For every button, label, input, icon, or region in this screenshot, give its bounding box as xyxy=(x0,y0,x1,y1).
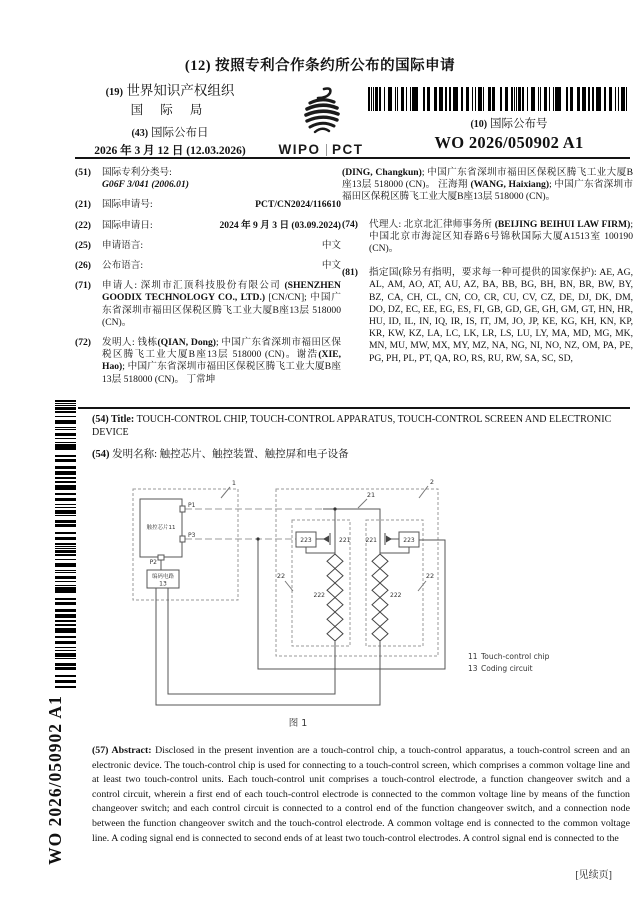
touch-screen-dashed-box xyxy=(276,489,438,656)
biblio-right-column xyxy=(342,167,633,373)
ref-222-left-label: 222 xyxy=(313,592,325,599)
pub-date-label: 国际公布日 xyxy=(151,127,209,139)
inid-72: (72) xyxy=(75,337,91,349)
ref-221-left-label: 221 xyxy=(339,537,351,544)
right-control-feedback-wire xyxy=(380,547,409,553)
inid-19: (19) xyxy=(105,87,124,98)
pub-no-label: 国际公布号 xyxy=(490,118,548,130)
publication-number-block xyxy=(388,115,630,153)
filing-date-label: 国际申请日: xyxy=(102,219,153,231)
control-loop-wire xyxy=(258,539,445,669)
ref-2-label: 2 xyxy=(429,478,435,486)
inid-25: (25) xyxy=(75,239,91,251)
org-name: 世界知识产权组织 xyxy=(126,83,235,98)
wipo-pct-wordmark xyxy=(268,142,374,157)
publication-language-value: 中文 xyxy=(321,260,341,272)
ref-222-right-label: 222 xyxy=(390,592,402,599)
ref-221-right-label: 221 xyxy=(365,537,377,544)
inventors-entry xyxy=(75,337,341,386)
application-number-value: PCT/CN2024/116610 xyxy=(255,199,341,211)
diode-chain-left xyxy=(327,554,343,641)
pin-p3 xyxy=(180,536,185,542)
pin-p1-label: P1 xyxy=(188,502,196,509)
wipo-logo-block xyxy=(268,85,374,157)
inid-74: (74) xyxy=(342,218,358,230)
designated-states-text: 指定国(除另有指明，要求每一种可提供的国家保护): AE, AG, AL, AM, AO, AT, AU, AZ, BA, BB, BG, BH, BN, BR, BW, BY, BZ, CA, CH, CL, CN, CO, CR, CU, CV, CZ, DE, DJ, DK, DM, DO, DZ, EC, EE, EG, ES, FI, GB, GD, GE, GH, GM, GT, HN, HR, HU, ID, IL, IN, IQ, IR, IS, IT, JM, JO, JP, KE, KG, KH, KN, KP, KR, KW, KZ, LA, LC, LK, LR, LS, LU, LY, MA, MD, MG, MK, MN, MU, MW, MX, MY, MZ, NA, NG, NI, NO, NZ, OM, PA, PE, PG, PH, PL, PT, QA, RO, RS, RU, RW, SA, SC, SD, xyxy=(369,267,633,364)
coding-box-label: 编码电路 xyxy=(151,574,175,580)
title-zh-label: 发明名称: xyxy=(112,449,160,460)
pub-date-value: 2026 年 3 月 12 日 (12.03.2026) xyxy=(94,145,246,157)
ipc-entry xyxy=(75,167,341,191)
inid-81: (81) xyxy=(342,267,358,279)
issuing-org-block xyxy=(68,83,272,159)
legend-item2-text: Coding circuit xyxy=(481,664,533,673)
ref-22-left-label: 22 xyxy=(276,572,286,580)
side-barcode xyxy=(55,400,76,688)
title-en-label: Title: xyxy=(111,414,137,425)
pin-p1 xyxy=(180,506,185,512)
legend-item1-num: 11 xyxy=(468,652,478,661)
filing-language-label: 申请语言: xyxy=(102,239,144,251)
inid-54-zh: (54) xyxy=(92,449,110,460)
filing-date-entry xyxy=(75,220,341,232)
inid-10: (10) xyxy=(470,119,488,130)
filing-date-value: 2024 年 9 月 3 日 (03.09.2024) xyxy=(219,219,341,231)
wipo-text: WIPO xyxy=(278,142,321,157)
junction-dot-top xyxy=(333,507,336,510)
left-control-feedback-wire xyxy=(306,547,335,553)
pct-statement: (12) 按照专利合作条约所公布的国际申请 xyxy=(184,58,456,74)
abstract-label: Abstract: xyxy=(111,745,156,756)
side-publication-number: WO 2026/050902 A1 xyxy=(45,695,65,865)
abstract-text: Disclosed in the present invention are a touch-control chip, a touch-control apparatus, a touch-control screen and an electronic device. The touch-control chip is used for connecting to a touch-control screen, which comprises a common voltage line and at least two touch-control units. Each touch-control unit comprises a touch-control electrode, a function changeover switch and a control circuit, wherein a first end of each touch-control electrode is connected to the common voltage line by means of the function changeover switch; and each control circuit is connected to a control end of the function changeover switch, and a connection node between the function changeover switch and the touch-control electrode. A common voltage end is connected to the common voltage line. A coding signal end is connected to second ends of at least two touch-control electrodes. A control signal end is connected to the xyxy=(92,745,630,844)
inid-26: (26) xyxy=(75,260,91,272)
pub-date-label-line xyxy=(68,125,272,142)
inid-51: (51) xyxy=(75,167,91,178)
ref-1-label: 1 xyxy=(231,479,237,487)
changeover-switch-right-arrow-icon xyxy=(386,536,392,543)
ref-223-left-label: 223 xyxy=(300,537,312,544)
application-number-entry xyxy=(75,199,341,211)
abstract-section xyxy=(92,744,630,846)
continuation-note: [见续页] xyxy=(575,870,612,881)
ref-22-right-label: 22 xyxy=(425,572,435,580)
publication-language-label: 公布语言: xyxy=(102,260,144,272)
application-number-label: 国际申请号: xyxy=(102,199,153,211)
ref-21-label: 21 xyxy=(366,491,376,499)
pct-text: PCT xyxy=(332,142,364,157)
ref-223-right-label: 223 xyxy=(403,537,415,544)
agent-value: 北京北汇律师事务所 (BEIJING BEIHUI LAW FIRM); 中国北京市海淀区知春路6号锦秋国际大厦A1513室 100190 (CN)。 xyxy=(369,218,633,255)
applicant-label: 申请人: xyxy=(102,280,141,292)
title-zh-value: 触控芯片、触控装置、触控屏和电子设备 xyxy=(159,449,349,460)
inventors-continued: (DING, Changkun); 中国广东省深圳市福田区保税区腾飞工业大厦B座13层 518000 (CN)。 汪海翔 (WANG, Haixiang); 中国广东省深圳市福田区保税区腾飞工业大厦B座13层 518000 (CN)。 xyxy=(342,167,633,203)
coding-wire-left-chain xyxy=(168,588,335,694)
filing-language-entry xyxy=(75,240,341,252)
inventors-value: 钱栋(QIAN, Dong); 中国广东省深圳市福田区保税区腾飞工业大厦B座13层 518000 (CN)。谢浩(XIE, Hao); 中国广东省深圳市福田区保税区腾飞工业大厦B座13层 518000 (CN)。 丁常坤 xyxy=(102,337,341,385)
wipo-globe-icon xyxy=(294,85,348,135)
publication-number: WO 2026/050902 A1 xyxy=(434,133,584,152)
title-en-value: TOUCH-CONTROL CHIP, TOUCH-CONTROL APPARATUS, TOUCH-CONTROL SCREEN AND ELECTRONIC DEVICE xyxy=(92,414,612,438)
publication-barcode xyxy=(368,87,630,111)
inid-57: (57) xyxy=(92,745,109,756)
pin-p2-label: P2 xyxy=(149,559,157,566)
inid-22: (22) xyxy=(75,219,91,231)
title-en-line xyxy=(92,413,630,439)
pin-p2 xyxy=(158,555,164,560)
legend-item2-num: 13 xyxy=(468,664,478,673)
figure-caption: 图 1 xyxy=(288,718,308,729)
ipc-label: 国际专利分类号: xyxy=(102,167,172,178)
org-bureau: 国 际 局 xyxy=(130,103,210,117)
inventors-label: 发明人: xyxy=(102,337,138,349)
inid-54-en: (54) xyxy=(92,414,109,425)
inid-43: (43) xyxy=(131,128,149,139)
coding-box-number: 13 xyxy=(159,580,167,588)
agent-label: 代理人: xyxy=(369,218,404,230)
applicant-entry xyxy=(75,280,341,329)
inid-21: (21) xyxy=(75,199,91,211)
pin-p3-label: P3 xyxy=(188,532,196,539)
biblio-left-column xyxy=(75,167,341,394)
title-divider xyxy=(78,407,630,409)
header-divider xyxy=(75,157,630,159)
chip-box-label: 触控芯片11 xyxy=(146,525,176,531)
junction-dot-control xyxy=(256,537,259,540)
title-section xyxy=(92,413,630,461)
figure-1-diagram xyxy=(118,477,638,745)
org-name-line xyxy=(68,83,272,101)
pub-no-label-line xyxy=(388,115,630,131)
applicant-value: 深圳市汇顶科技股份有限公司 (SHENZHEN GOODIX TECHNOLOGY CO., LTD.) [CN/CN]; 中国广东省深圳市福田区保税区腾飞工业大厦B座13层 518000 (CN)。 xyxy=(102,280,341,328)
agent-entry xyxy=(342,219,633,256)
legend-item1-text: Touch-control chip xyxy=(481,652,550,661)
ipc-value: G06F 3/041 (2006.01) xyxy=(102,179,189,191)
filing-language-value: 中文 xyxy=(321,239,341,251)
figure-section xyxy=(118,477,638,745)
changeover-switch-left-arrow-icon xyxy=(323,536,329,543)
wordmark-separator xyxy=(326,144,328,156)
publication-language-entry xyxy=(75,260,341,272)
designated-states-entry xyxy=(342,267,633,365)
diode-chain-right xyxy=(372,554,388,641)
common-voltage-line xyxy=(323,509,380,554)
inid-71: (71) xyxy=(75,280,91,292)
title-zh-line xyxy=(92,448,630,461)
